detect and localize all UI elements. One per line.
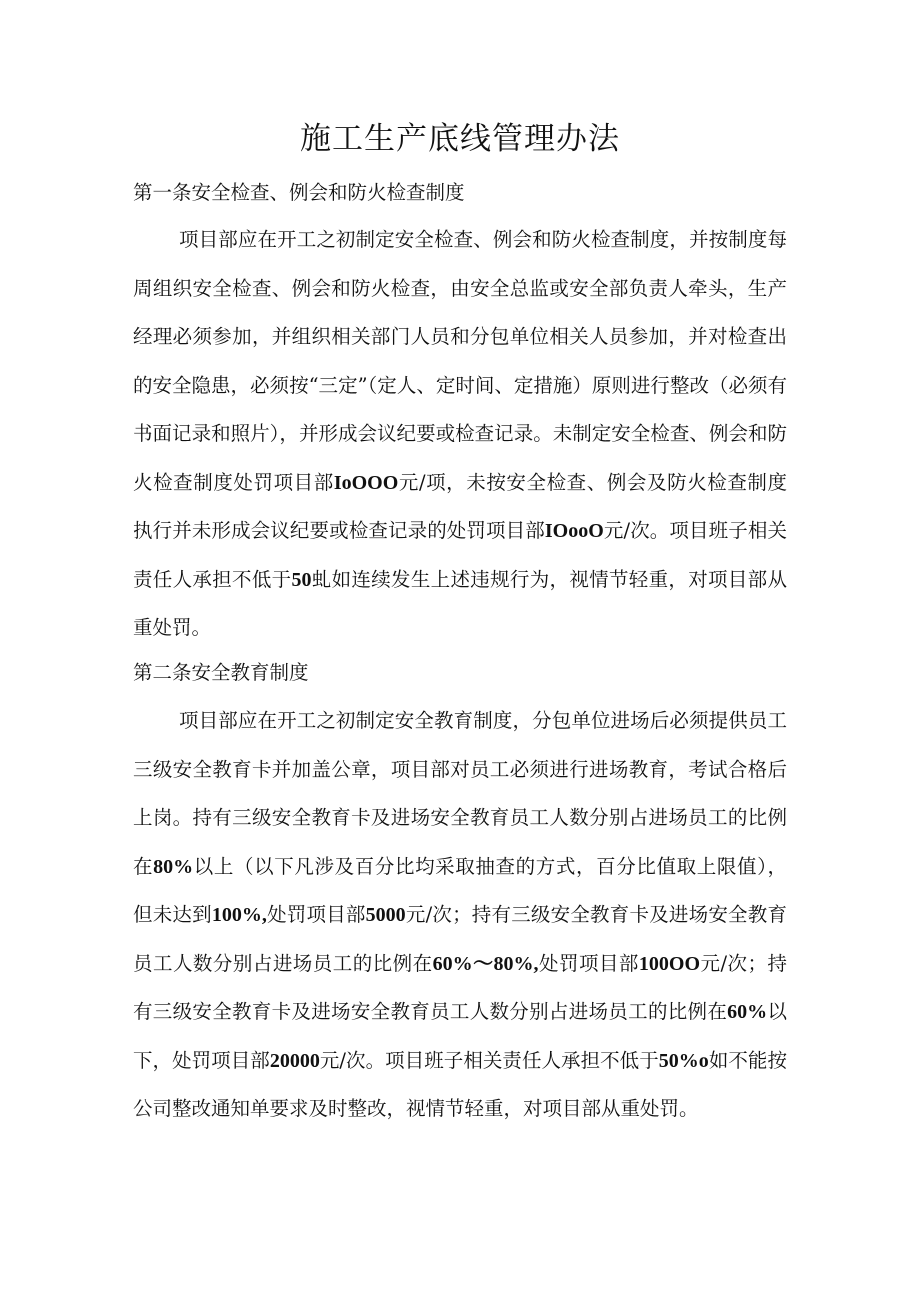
text-run: 元/次；持有三级安全教育卡及进场安全教育员工人数分别占进场员工的比例在 (133, 903, 787, 975)
document-title: 施工生产底线管理办法 (300, 121, 620, 157)
percent-figure: 50%o (658, 1049, 709, 1072)
text-run: 如不能按公司整改通知单要求及时整改，视情节轻重，对项目部从重处罚。 (133, 1048, 787, 1120)
amount-figure: 20000 (269, 1049, 320, 1072)
section-2-heading: 第二条安全教育制度 (133, 661, 309, 684)
amount-figure: IoOOO (333, 471, 399, 494)
amount-figure: 100OO (638, 952, 701, 975)
percent-figure: 60% (727, 1001, 768, 1023)
text-run: 项目部应在开工之初制定安全检查、例会和防火检查制度，并按制度每周组织安全检查、例会和防火检查，由安全总监或安全部负责人牵头，生产经理必须参加，并组织相关部门人员和分包单位相关人员参加，并对检查出的安全隐患，必须按“三定”（定人、定时间、定措施）原则进行整改（必须有书面记录和照片），并形成会议纪要或检查记录。未制定安全检查、例会和防火检查制度处罚项目部 (133, 228, 787, 494)
section-2-paragraph (133, 697, 787, 1134)
percent-figure: 50 (291, 568, 312, 591)
amount-figure: IOooO (544, 520, 604, 542)
percent-range-figure: 60%～80%, (432, 952, 539, 975)
amount-figure: 5000 (365, 904, 406, 926)
text-run: 处罚项目部 (266, 903, 366, 926)
text-run: 以下，处罚项目部 (133, 1000, 787, 1072)
percent-figure: 100%, (211, 904, 267, 926)
text-run: 虬如连续发生上述违规行为，视情节轻重，对项目部从重处罚。 (133, 567, 787, 639)
text-run: 元/次。项目班子相关责任人承担不低于 (133, 519, 787, 591)
section-1-paragraph (133, 216, 787, 653)
text-run: 处罚项目部 (538, 951, 639, 975)
text-run: 项目部应在开工之初制定安全教育制度，分包单位进场后必须提供员工三级安全教育卡并加盖公章，项目部对员工必须进行进场教育，考试合格后上岗。持有三级安全教育卡及进场安全教育员工人数分别占进场员工的比例在 (133, 709, 787, 878)
text-run: 元/次。项目班子相关责任人承担不低于 (319, 1048, 659, 1072)
section-1-heading: 第一条安全检查、例会和防火检查制度 (133, 181, 465, 204)
text-run: 元/次；持有三级安全教育卡及进场安全教育员工人数分别占进场员工的比例在 (133, 951, 787, 1023)
text-run: 元/项，未按安全检查、例会及防火检查制度执行并未形成会议纪要或检查记录的处罚项目部 (133, 470, 787, 542)
text-run: 以上（以下凡涉及百分比均采取抽查的方式，百分比值取上限值），但未达到 (133, 854, 787, 926)
percent-figure: 80% (153, 855, 194, 878)
